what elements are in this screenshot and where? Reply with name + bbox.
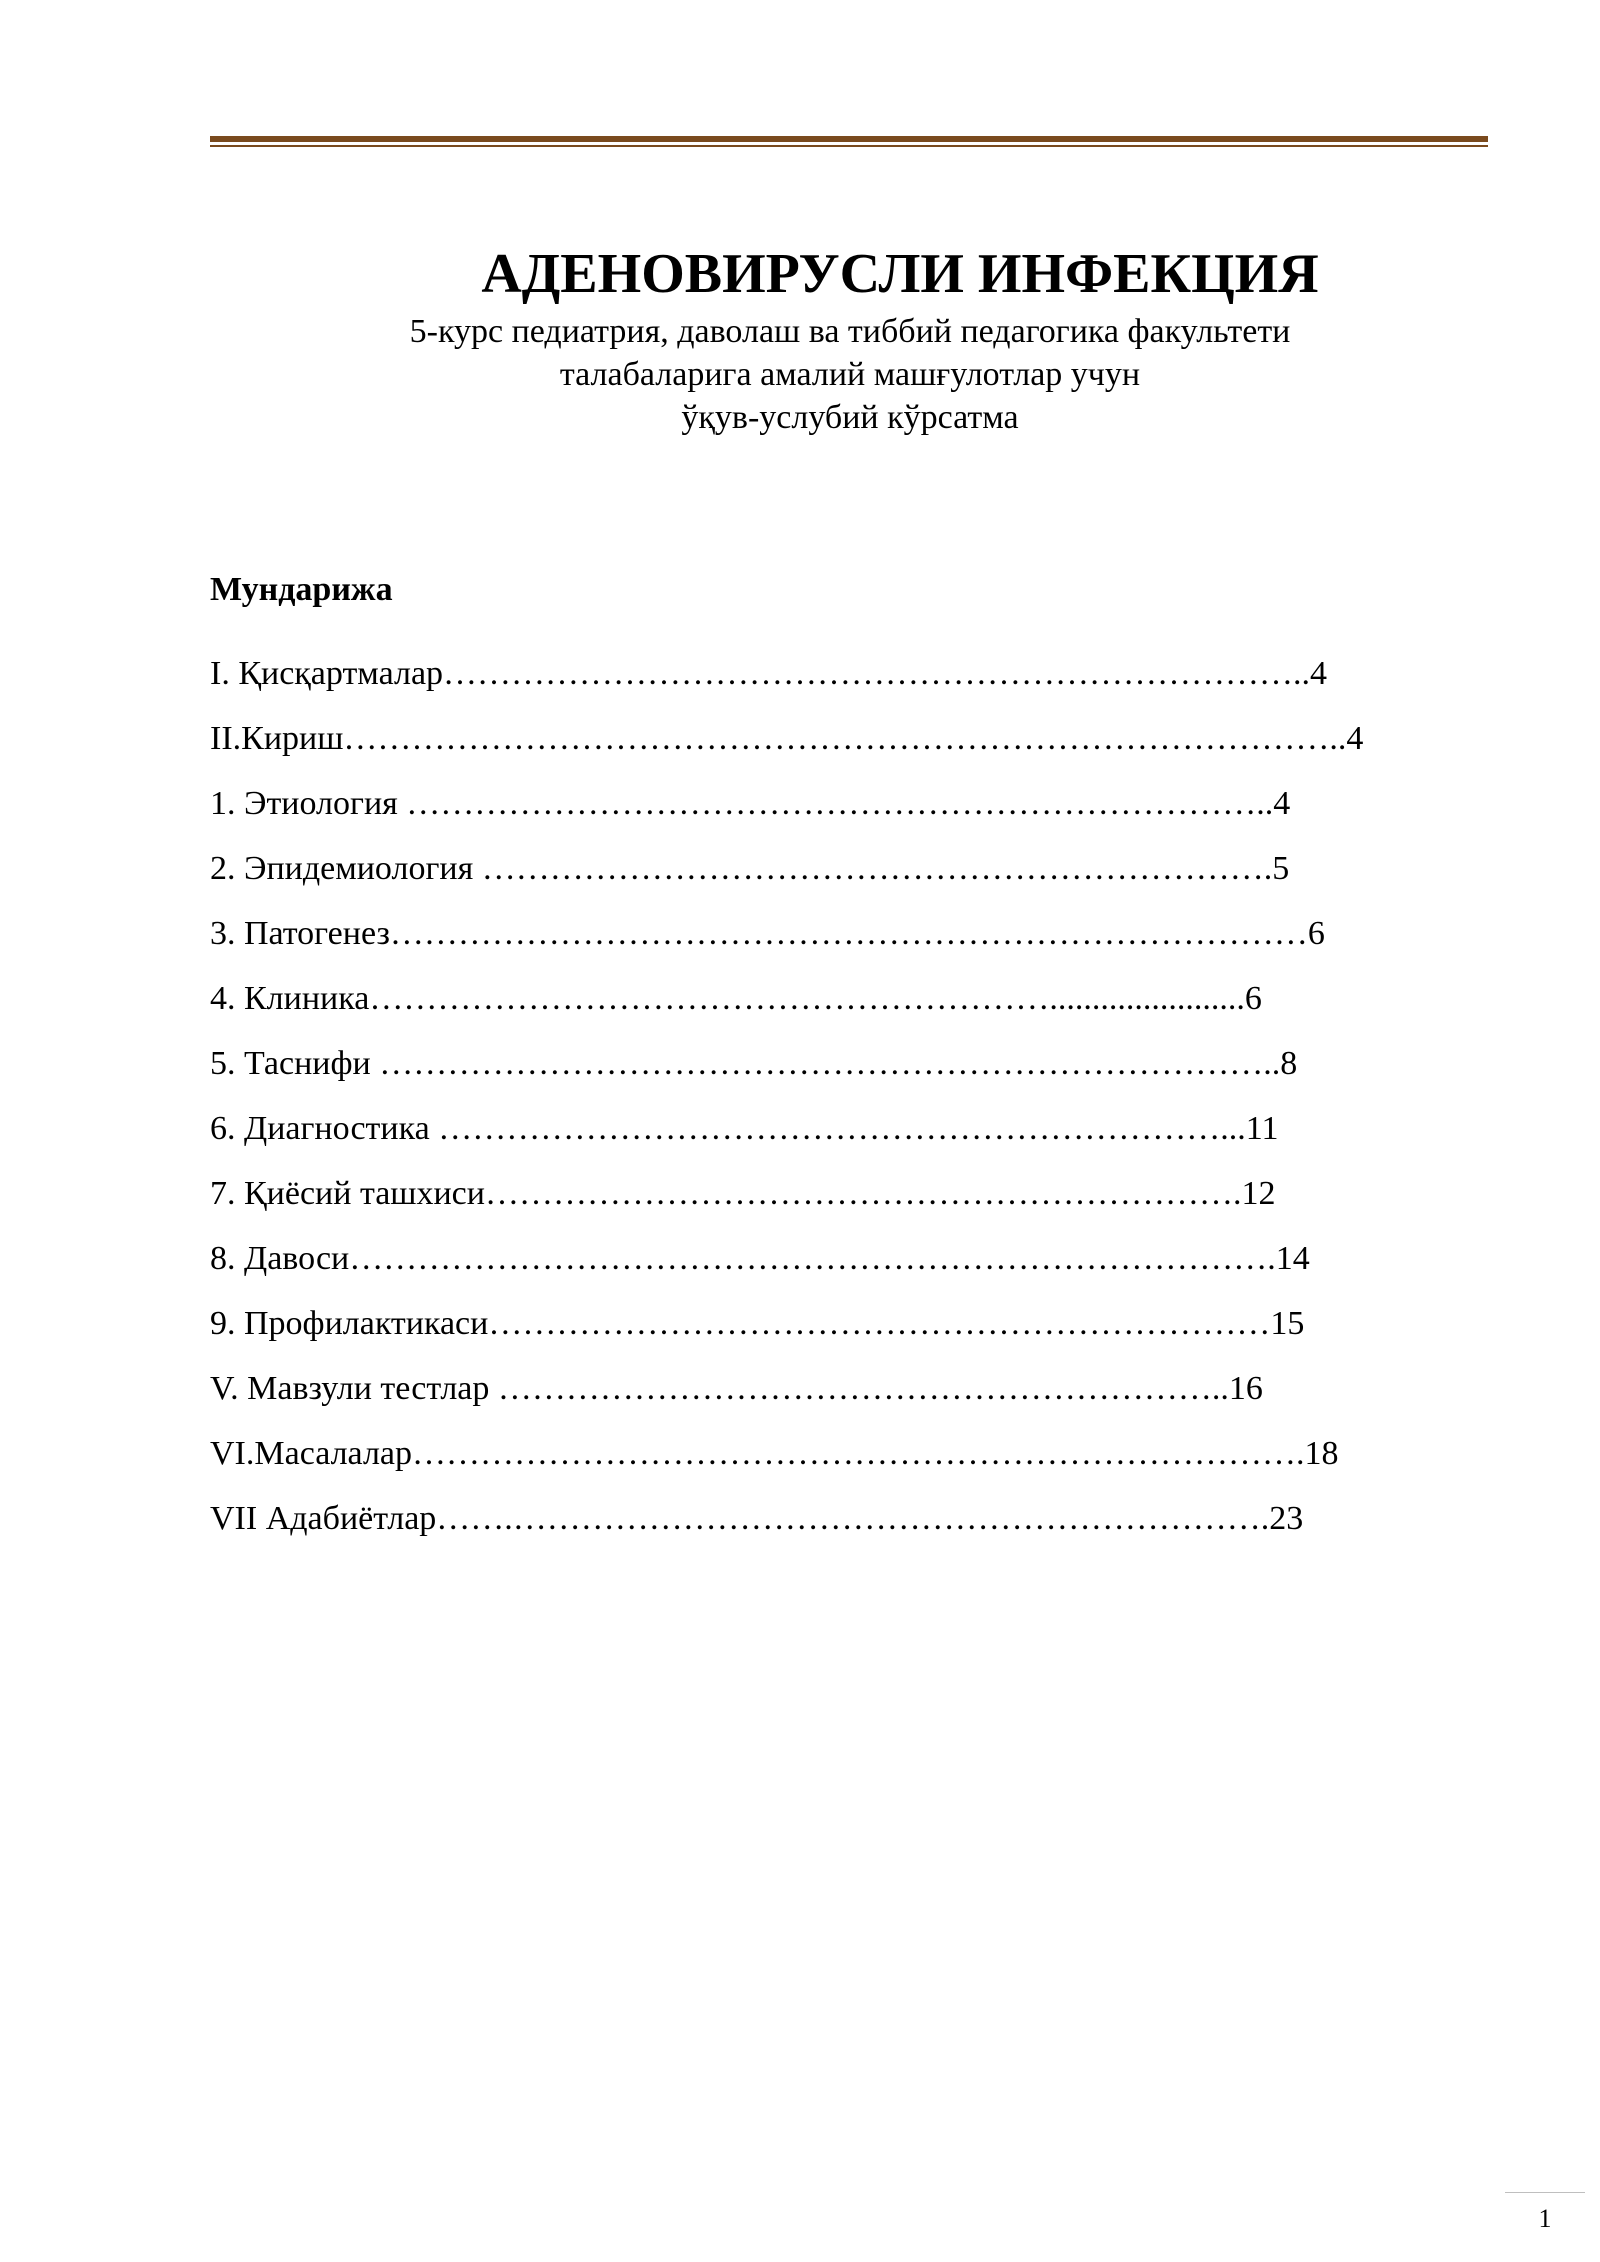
header-rule-thick-line xyxy=(210,136,1488,142)
footer-rule xyxy=(1505,2192,1585,2193)
toc-heading: Мундарижа xyxy=(210,571,393,608)
toc-entry-abbreviations: I. Қисқартмалар…………………………………………………………………..4 xyxy=(210,655,1328,692)
toc-entry-topic-tests: V. Мавзули тестлар ………………………………………………………..16 xyxy=(210,1370,1263,1407)
toc-entry-references: VII Адабиётлар…….………………………………………………………….23 xyxy=(210,1500,1304,1537)
document-subtitle-line: ўқув-услубий кўрсатма xyxy=(681,399,1019,436)
toc-entry-diagnostics: 6. Диагностика ……………………………………………………………...11 xyxy=(210,1110,1279,1147)
toc-entry-epidemiology: 2. Эпидемиология …………………………………………………………….5 xyxy=(210,850,1290,887)
toc-entry-etiology: 1. Этиология …………………………………………………………………..4 xyxy=(210,785,1291,822)
document-subtitle-line: талабаларига амалий машғулотлар учун xyxy=(559,356,1141,393)
header-rule xyxy=(210,136,1488,147)
title-block xyxy=(300,238,1400,439)
toc-entry-clinical-picture: 4. Клиника…………………………………………………….......................6 xyxy=(210,980,1262,1017)
page-number: 1 xyxy=(1538,2204,1552,2233)
document-title: АДЕНОВИРУСЛИ ИНФЕКЦИЯ xyxy=(481,243,1319,305)
toc-entry-problems: VI.Масалалар…………………………………………………………………….18 xyxy=(210,1435,1339,1472)
toc-entry-introduction: II.Кириш……………………………………………………………………………..4 xyxy=(210,720,1364,757)
toc-entry-prevention: 9. Профилактикаси……………………………………………………………15 xyxy=(210,1305,1305,1342)
header-rule-thin-line xyxy=(210,145,1488,147)
document-subtitle-line: 5-курс педиатрия, даволаш ва тиббий педагогика факультети xyxy=(409,313,1291,350)
toc-entry-classification: 5. Таснифи ……………………………………………………………………..8 xyxy=(210,1045,1298,1082)
toc-entry-differential-diagnosis: 7. Қиёсий ташхиси………………………………………………………….12 xyxy=(210,1175,1276,1212)
toc-entry-treatment: 8. Давоси……………………………………………………………………….14 xyxy=(210,1240,1310,1277)
toc-entry-pathogenesis: 3. Патогенез………………………………………………………………………6 xyxy=(210,915,1325,952)
table-of-contents xyxy=(210,652,1363,1562)
